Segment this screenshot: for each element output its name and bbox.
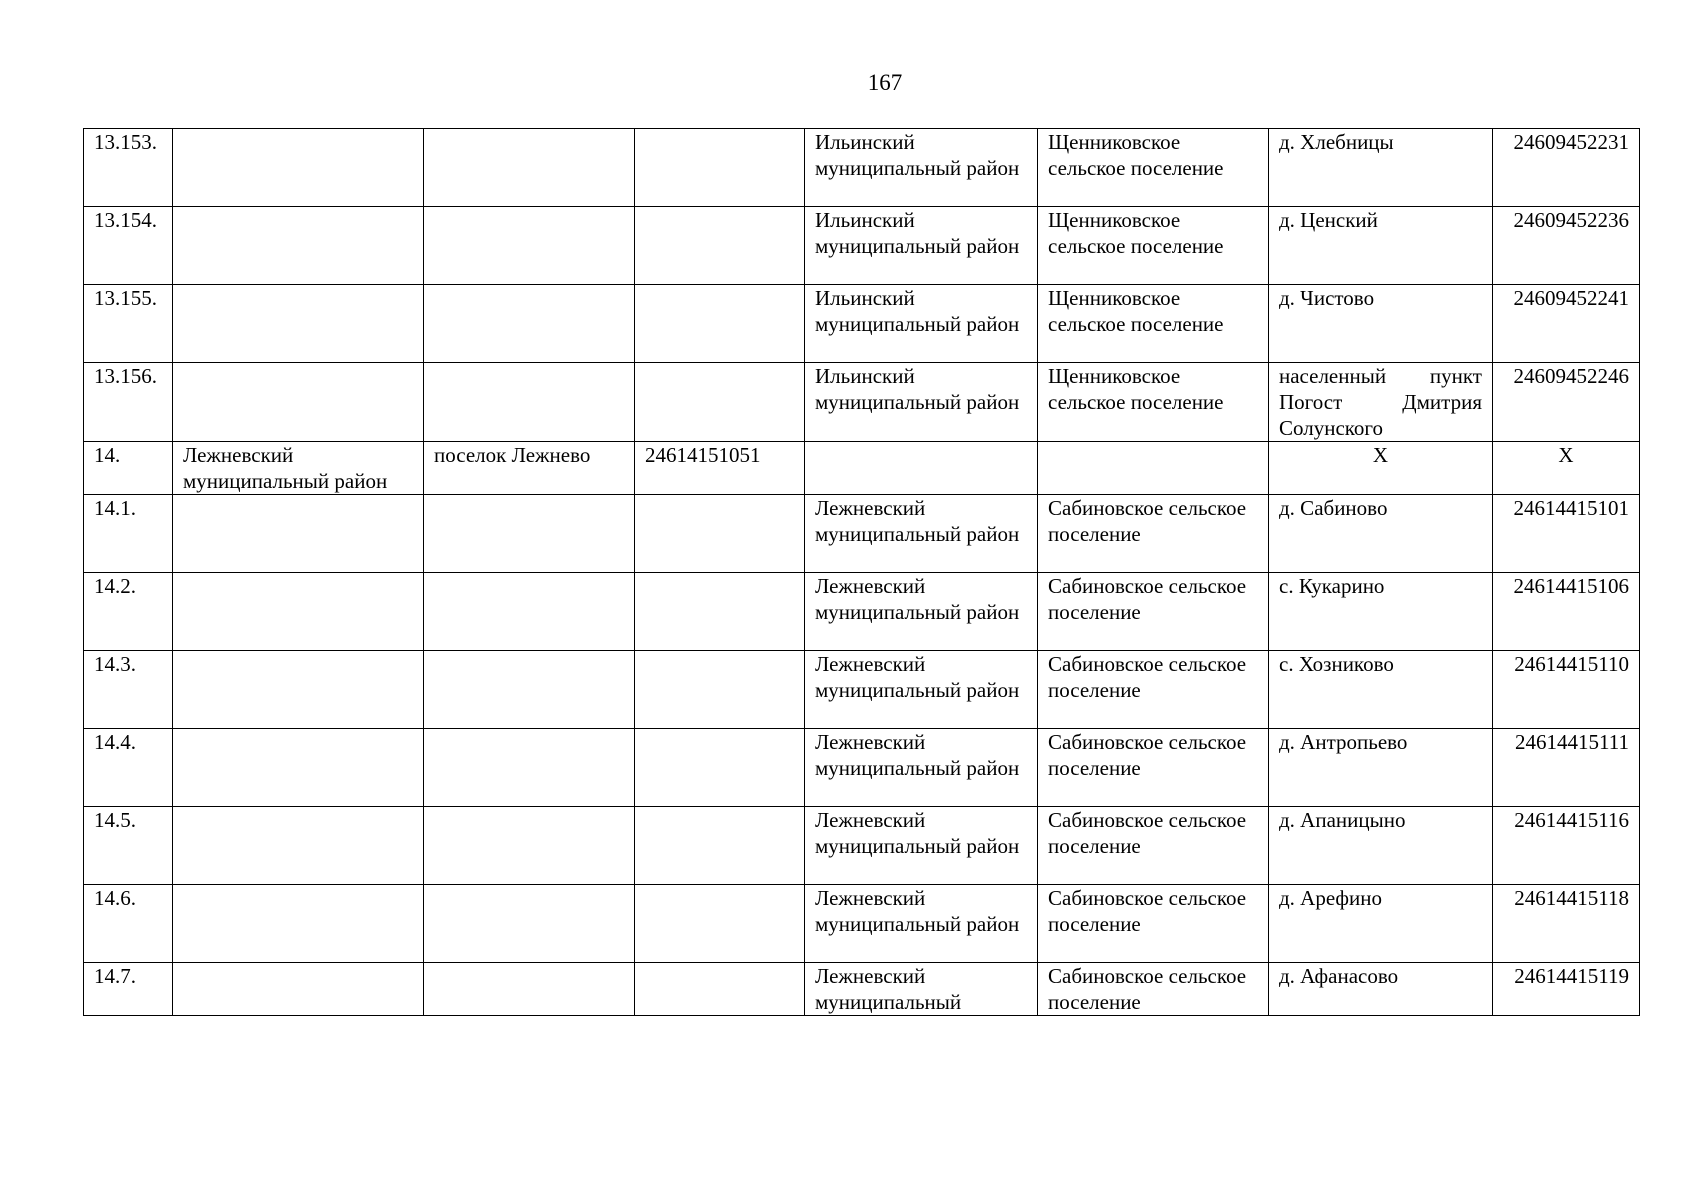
table-row <box>84 207 1640 285</box>
admin-center-code-cell <box>635 207 805 285</box>
locality-cell: с. Хозниково <box>1269 651 1493 729</box>
table-row <box>84 885 1640 963</box>
municipal-district-cell: Ильинский муниципальный район <box>805 207 1038 285</box>
settlement-cell: Сабиновское сельское поселение <box>1038 495 1269 573</box>
page-number: 167 <box>867 70 903 95</box>
district-cell <box>173 285 424 363</box>
locality-cell: д. Арефино <box>1269 885 1493 963</box>
admin-center-code-cell <box>635 651 805 729</box>
district-cell <box>173 807 424 885</box>
district-cell <box>173 729 424 807</box>
district-cell <box>173 207 424 285</box>
locality-cell: д. Чистово <box>1269 285 1493 363</box>
admin-center-cell <box>424 729 635 807</box>
admin-center-code-cell <box>635 885 805 963</box>
admin-center-code-cell <box>635 495 805 573</box>
district-cell <box>173 129 424 207</box>
table-row <box>84 129 1640 207</box>
settlement-cell: Щенниковское сельское поселение <box>1038 129 1269 207</box>
locality-cell: д. Хлебницы <box>1269 129 1493 207</box>
admin-center-code-cell <box>635 807 805 885</box>
table-row <box>84 285 1640 363</box>
admin-center-cell <box>424 207 635 285</box>
admin-center-cell <box>424 963 635 1016</box>
oktmo-code-cell: 24609452246 <box>1493 363 1640 442</box>
settlement-cell: Сабиновское сельское поселение <box>1038 651 1269 729</box>
admin-center-code-cell <box>635 363 805 442</box>
locality-cell: с. Кукарино <box>1269 573 1493 651</box>
locality-cell: д. Афанасово <box>1269 963 1493 1016</box>
municipal-district-cell: Лежневский муниципальный район <box>805 651 1038 729</box>
oktmo-code-cell: 24614415101 <box>1493 495 1640 573</box>
row-number-cell: 14. <box>84 442 173 495</box>
oktmo-code-cell: 24614415110 <box>1493 651 1640 729</box>
admin-center-cell <box>424 807 635 885</box>
admin-center-code-cell: 24614151051 <box>635 442 805 495</box>
municipal-district-cell: Лежневский муниципальный район <box>805 885 1038 963</box>
admin-center-code-cell <box>635 129 805 207</box>
locality-cell: д. Ценский <box>1269 207 1493 285</box>
district-cell <box>173 495 424 573</box>
row-number-cell: 14.3. <box>84 651 173 729</box>
admin-center-cell <box>424 129 635 207</box>
table-row <box>84 495 1640 573</box>
table-row <box>84 442 1640 495</box>
admin-center-cell: поселок Лежнево <box>424 442 635 495</box>
row-number-cell: 13.153. <box>84 129 173 207</box>
row-number-cell: 13.154. <box>84 207 173 285</box>
settlement-cell: Сабиновское сельское поселение <box>1038 963 1269 1016</box>
settlement-cell: Щенниковское сельское поселение <box>1038 363 1269 442</box>
oktmo-code-cell: 24609452236 <box>1493 207 1640 285</box>
table-row <box>84 729 1640 807</box>
district-cell <box>173 651 424 729</box>
settlement-cell: Сабиновское сельское поселение <box>1038 807 1269 885</box>
municipal-district-cell <box>805 442 1038 495</box>
table-row <box>84 363 1640 442</box>
oktmo-code-cell: 24614415118 <box>1493 885 1640 963</box>
admin-center-cell <box>424 495 635 573</box>
admin-center-cell <box>424 363 635 442</box>
row-number-cell: 13.156. <box>84 363 173 442</box>
settlement-cell: Щенниковское сельское поселение <box>1038 285 1269 363</box>
row-number-cell: 14.2. <box>84 573 173 651</box>
district-cell <box>173 963 424 1016</box>
row-number-cell: 14.5. <box>84 807 173 885</box>
oktmo-code-cell: 24614415116 <box>1493 807 1640 885</box>
municipal-district-cell: Лежневский муниципальный <box>805 963 1038 1016</box>
admin-center-cell <box>424 651 635 729</box>
locality-cell: д. Сабиново <box>1269 495 1493 573</box>
settlement-cell: Сабиновское сельское поселение <box>1038 729 1269 807</box>
admin-center-code-cell <box>635 963 805 1016</box>
row-number-cell: 14.4. <box>84 729 173 807</box>
admin-center-cell <box>424 573 635 651</box>
admin-center-code-cell <box>635 729 805 807</box>
oktmo-code-cell: 24614415119 <box>1493 963 1640 1016</box>
district-cell <box>173 885 424 963</box>
district-cell <box>173 363 424 442</box>
table-row <box>84 963 1640 1016</box>
settlement-cell <box>1038 442 1269 495</box>
district-cell: Лежневский муниципальный район <box>173 442 424 495</box>
municipal-district-cell: Ильинский муниципальный район <box>805 363 1038 442</box>
settlement-cell: Щенниковское сельское поселение <box>1038 207 1269 285</box>
locality-cell: д. Апаницыно <box>1269 807 1493 885</box>
oktmo-code-cell: 24614415106 <box>1493 573 1640 651</box>
municipal-district-cell: Ильинский муниципальный район <box>805 129 1038 207</box>
municipal-district-cell: Лежневский муниципальный район <box>805 573 1038 651</box>
oktmo-code-cell: X <box>1493 442 1640 495</box>
district-cell <box>173 573 424 651</box>
table-row <box>84 573 1640 651</box>
admin-center-cell <box>424 885 635 963</box>
municipal-district-cell: Ильинский муниципальный район <box>805 285 1038 363</box>
oktmo-code-cell: 24609452231 <box>1493 129 1640 207</box>
admin-center-code-cell <box>635 573 805 651</box>
admin-center-cell <box>424 285 635 363</box>
row-number-cell: 14.6. <box>84 885 173 963</box>
locality-cell: X <box>1269 442 1493 495</box>
settlement-cell: Сабиновское сельское поселение <box>1038 885 1269 963</box>
admin-center-code-cell <box>635 285 805 363</box>
table-row <box>84 651 1640 729</box>
oktmo-code-cell: 24614415111 <box>1493 729 1640 807</box>
row-number-cell: 14.7. <box>84 963 173 1016</box>
settlements-table <box>83 128 1640 1016</box>
municipal-district-cell: Лежневский муниципальный район <box>805 807 1038 885</box>
oktmo-code-cell: 24609452241 <box>1493 285 1640 363</box>
locality-cell: д. Антропьево <box>1269 729 1493 807</box>
table-row <box>84 807 1640 885</box>
locality-cell: населенный пункт Погост Дмитрия Солунского <box>1269 363 1493 442</box>
settlement-cell: Сабиновское сельское поселение <box>1038 573 1269 651</box>
municipal-district-cell: Лежневский муниципальный район <box>805 729 1038 807</box>
row-number-cell: 13.155. <box>84 285 173 363</box>
municipal-district-cell: Лежневский муниципальный район <box>805 495 1038 573</box>
row-number-cell: 14.1. <box>84 495 173 573</box>
